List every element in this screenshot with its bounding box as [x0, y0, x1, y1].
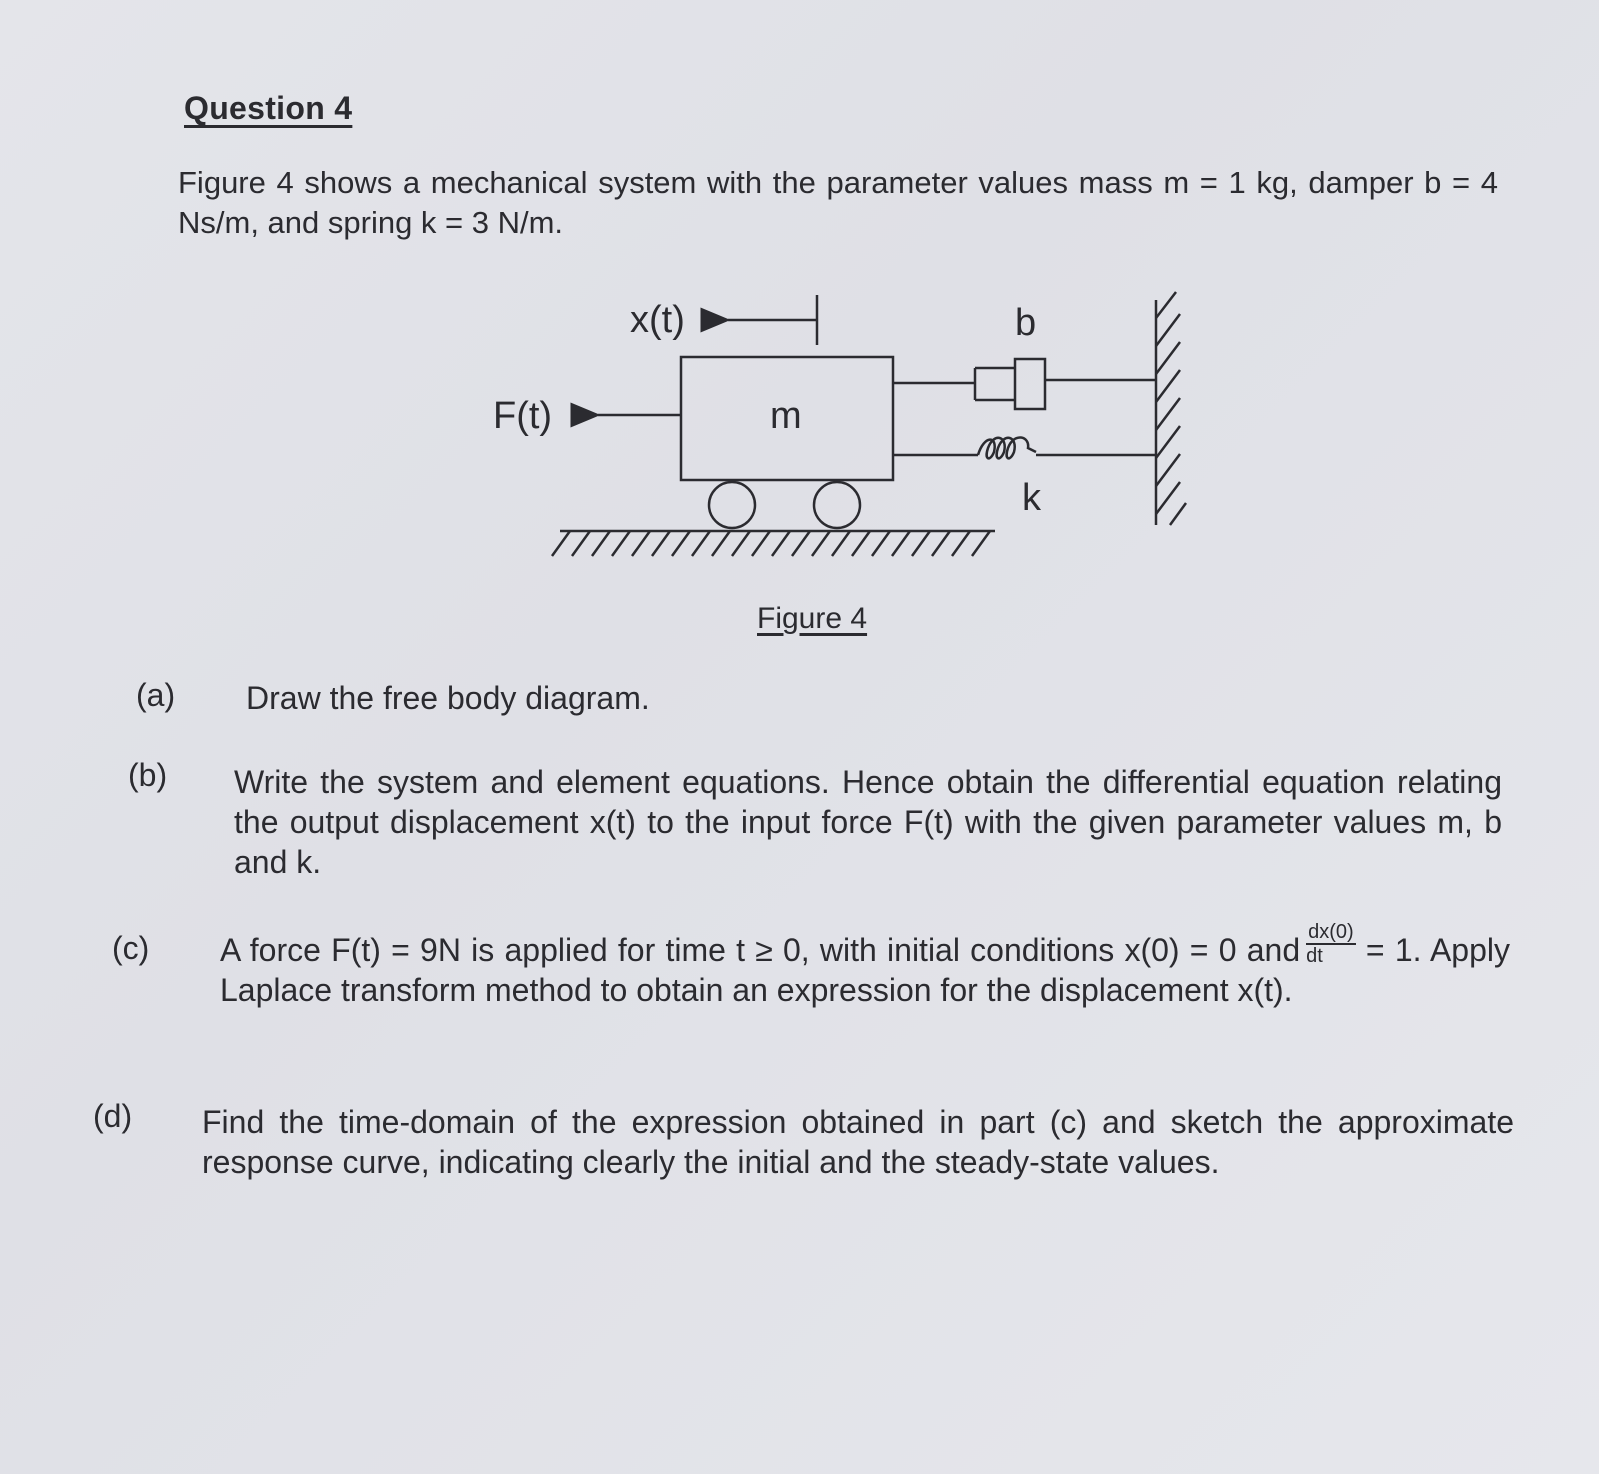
wheel-left — [709, 482, 755, 528]
spring — [893, 437, 1156, 458]
figure-4-diagram — [0, 0, 1599, 640]
label-b: b — [1015, 302, 1037, 344]
label-k: k — [1022, 477, 1041, 519]
part-c-label: (c) — [112, 930, 150, 966]
fraction-numerator: dx(0) — [1308, 920, 1354, 943]
wheel-right — [814, 482, 860, 528]
part-a-label: (a) — [136, 677, 176, 713]
part-b-label: (b) — [128, 757, 168, 793]
label-x: x(t) — [630, 299, 685, 341]
damper — [893, 359, 1156, 409]
part-c-text-before: A force F(t) = 9N is applied for time t ≥ 0, with initial conditions x(0) = 0 and — [220, 932, 1301, 968]
question-heading: Question 4 — [184, 90, 353, 126]
part-c-text-after: = 1. Apply Laplace transform method to obtain an expression for the displacement x(t). — [220, 932, 1511, 1008]
ground-hatching — [552, 531, 990, 556]
fraction-denominator: dt — [1306, 944, 1323, 967]
label-m: m — [770, 395, 802, 437]
dx0-dt-fraction — [1306, 921, 1356, 967]
part-d-text: Find the time-domain of the expression obtained in part (c) and sketch the approximate response curve, indicating clearly the initial and the steady-state values. — [202, 1104, 1514, 1180]
question-intro: Figure 4 shows a mechanical system with the parameter values mass m = 1 kg, damper b = 4 Ns/m, and spring k = 3 N/m. — [178, 165, 1498, 240]
wall-hatching — [1156, 292, 1186, 525]
part-c-text — [220, 920, 1511, 1010]
part-d-label: (d) — [93, 1098, 133, 1134]
label-F: F(t) — [493, 395, 553, 437]
part-a-text: Draw the free body diagram. — [246, 680, 650, 716]
part-b-text: Write the system and element equations. Hence obtain the differential equation relating the output displacement x(t) to the input force F(t) with the given parameter values m, b and k. — [234, 764, 1502, 880]
figure-caption: Figure 4 — [757, 602, 868, 635]
